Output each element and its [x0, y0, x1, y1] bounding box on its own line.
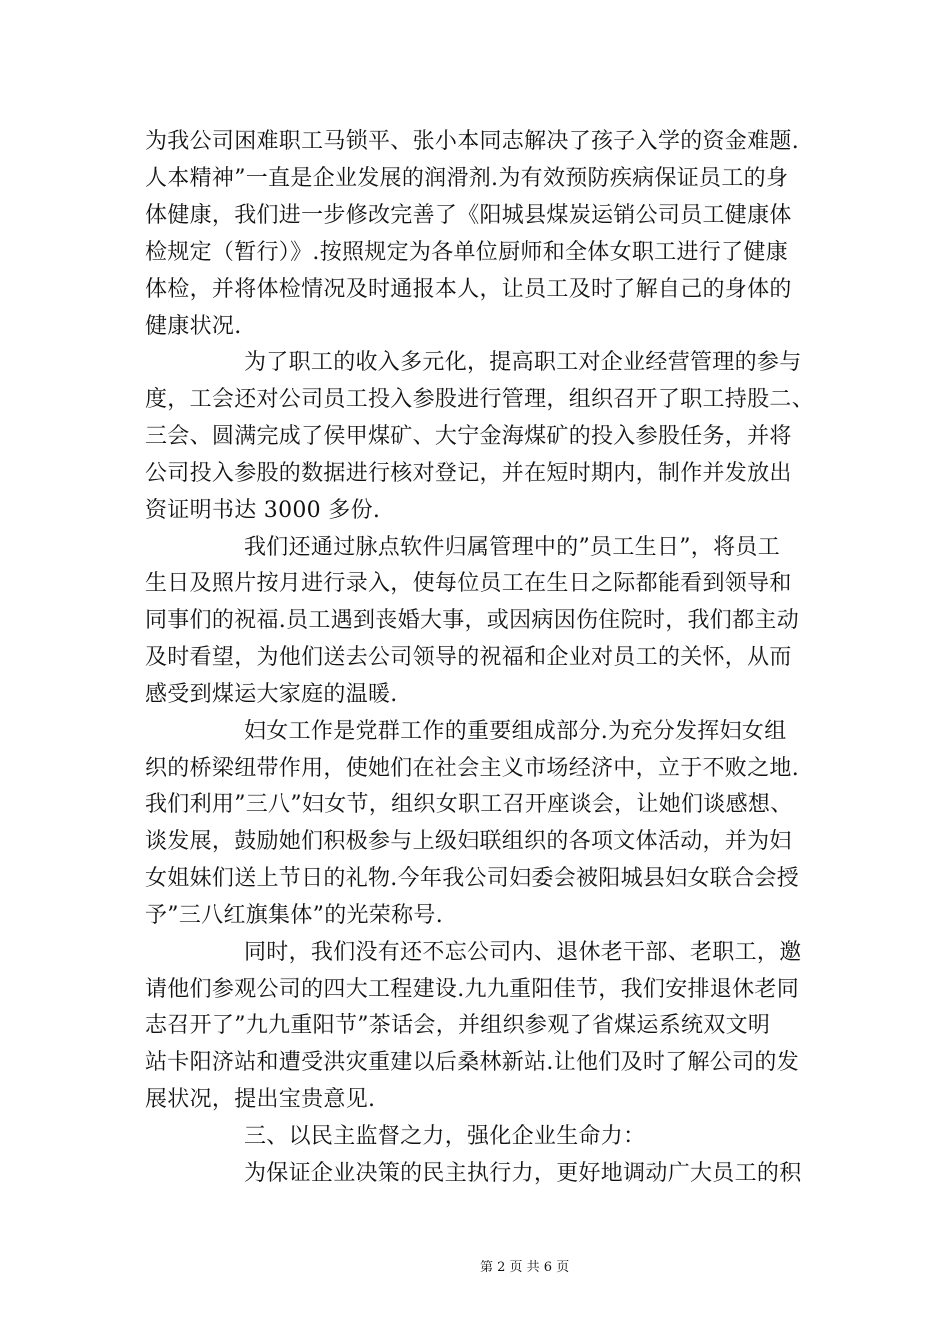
text-line: 展状况，提出宝贵意见.	[145, 1087, 376, 1112]
text-line: 我们利用”三八”妇女节，组织女职工召开座谈会，让她们谈感想、	[145, 792, 793, 817]
text-line: 资证明书达 3000 多份.	[145, 498, 381, 523]
text-line: 检规定（暂行）》.按照规定为各单位厨师和全体女职工进行了健康	[145, 240, 788, 265]
text-line: 女姐妹们送上节日的礼物.今年我公司妇委会被阳城县妇女联合会授	[145, 866, 799, 891]
text-line: 度，工会还对公司员工投入参股进行管理，组织召开了职工持股二、	[145, 387, 815, 412]
text-line: 公司投入参股的数据进行核对登记，并在短时期内，制作并发放出	[145, 461, 792, 486]
paragraph-first-line: 同时，我们没有还不忘公司内、退休老干部、老职工，邀	[244, 940, 802, 965]
paragraph-first-line: 妇女工作是党群工作的重要组成部分.为充分发挥妇女组	[244, 719, 787, 744]
text-line: 织的桥梁纽带作用，使她们在社会主义市场经济中，立于不败之地.	[145, 756, 799, 781]
text-line: 体检，并将体检情况及时通报本人，让员工及时了解自己的身体的	[145, 277, 792, 302]
text-line: 站卡阳济站和遭受洪灾重建以后桑林新站.让他们及时了解公司的发	[145, 1050, 799, 1075]
paragraph-first-line: 为保证企业决策的民主执行力，更好地调动广大员工的积	[244, 1161, 802, 1186]
text-line: 及时看望，为他们送去公司领导的祝福和企业对员工的关怀，从而	[145, 645, 792, 670]
text-line: 为我公司困难职工马锁平、张小本同志解决了孩子入学的资金难题.	[145, 129, 799, 154]
page-footer: 第 2 页 共 6 页	[480, 1260, 570, 1275]
text-line: 体健康，我们进一步修改完善了《阳城县煤炭运销公司员工健康体	[145, 203, 792, 228]
text-line: 予”三八红旗集体”的光荣称号.	[145, 903, 443, 928]
paragraph-first-line: 我们还通过脉点软件归属管理中的”员工生日”，将员工	[244, 535, 780, 560]
text-line: 请他们参观公司的四大工程建设.九九重阳佳节，我们安排退休老同	[145, 977, 799, 1002]
text-line: 三会、圆满完成了侯甲煤矿、大宁金海煤矿的投入参股任务，并将	[145, 424, 792, 449]
text-line: 人本精神”一直是企业发展的润滑剂.为有效预防疾病保证员工的身	[145, 166, 789, 191]
text-line: 志召开了”九九重阳节”茶话会，并组织参观了省煤运系统双文明	[145, 1013, 771, 1038]
text-line: 同事们的祝福.员工遇到丧婚大事，或因病因伤住院时，我们都主动	[145, 608, 799, 633]
text-line: 感受到煤运大家庭的温暖.	[145, 682, 398, 707]
text-line: 健康状况.	[145, 314, 242, 339]
section-heading: 三、以民主监督之力，强化企业生命力：	[244, 1124, 646, 1149]
paragraph-first-line: 为了职工的收入多元化，提高职工对企业经营管理的参与	[244, 350, 802, 375]
text-line: 生日及照片按月进行录入，使每位员工在生日之际都能看到领导和	[145, 571, 792, 596]
text-line: 谈发展，鼓励她们积极参与上级妇联组织的各项文体活动，并为妇	[145, 829, 792, 854]
